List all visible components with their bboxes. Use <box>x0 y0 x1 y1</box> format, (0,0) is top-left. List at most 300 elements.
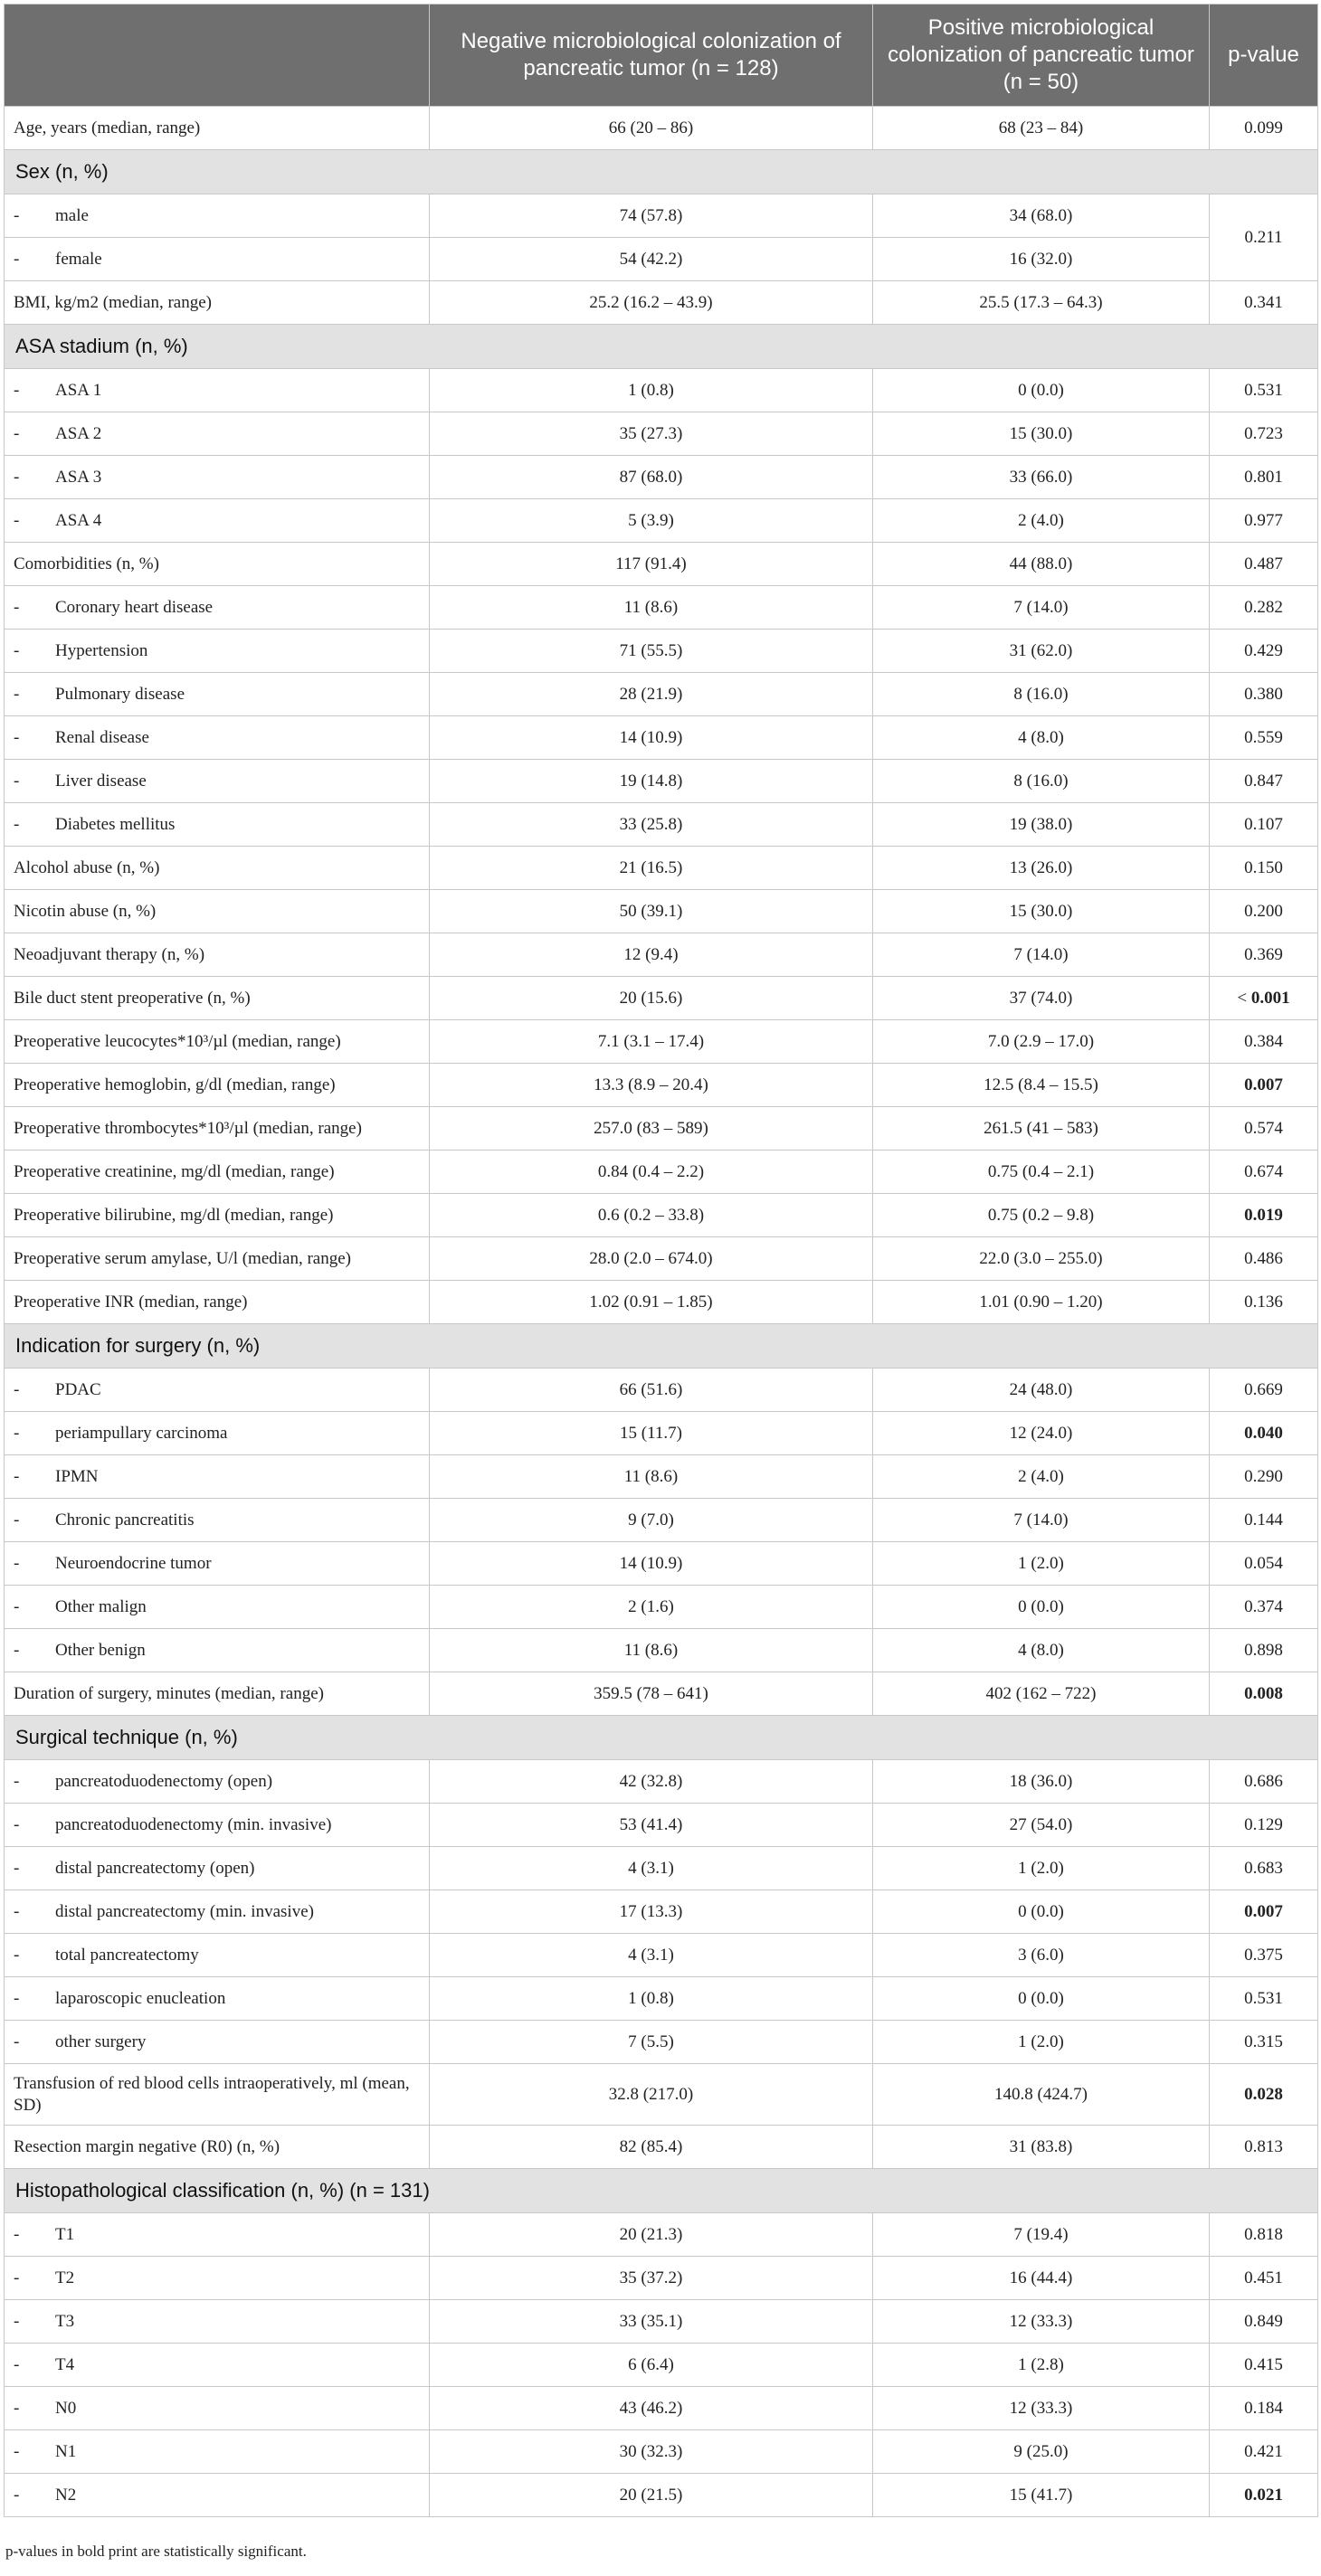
p-value-text: 0.007 <box>1244 1901 1283 1921</box>
header-positive: Positive microbiological colonization of pancreatic tumor (n = 50) <box>873 5 1210 107</box>
negative-value: 66 (20 – 86) <box>430 107 873 150</box>
p-value <box>1210 1804 1318 1847</box>
table-row <box>5 1672 1318 1716</box>
negative-value: 20 (21.3) <box>430 2213 873 2257</box>
positive-value: 1 (2.0) <box>873 1542 1210 1586</box>
positive-value: 0 (0.0) <box>873 369 1210 412</box>
p-value <box>1210 1412 1318 1455</box>
sub-row <box>5 2021 1318 2064</box>
sub-row <box>5 1586 1318 1629</box>
bullet-dash: - <box>14 1379 20 1399</box>
p-value-text: 0.421 <box>1244 2441 1283 2461</box>
p-value <box>1210 933 1318 977</box>
p-value <box>1210 456 1318 499</box>
p-value <box>1210 499 1318 543</box>
p-value-text: 0.415 <box>1244 2354 1283 2374</box>
positive-value: 7 (19.4) <box>873 2213 1210 2257</box>
p-value-text: 0.129 <box>1244 1814 1283 1834</box>
table-row <box>5 1107 1318 1151</box>
p-value <box>1210 2126 1318 2169</box>
row-label-text: Preoperative leucocytes*10³/µl (median, range) <box>14 1031 341 1051</box>
p-value <box>1210 1629 1318 1672</box>
positive-value: 15 (30.0) <box>873 890 1210 933</box>
row-label <box>5 543 430 586</box>
p-value <box>1210 1368 1318 1412</box>
p-value-text: 0.007 <box>1244 1075 1283 1094</box>
p-value <box>1210 1890 1318 1934</box>
positive-value: 24 (48.0) <box>873 1368 1210 1412</box>
p-value-text: 0.818 <box>1244 2224 1283 2244</box>
p-value-text: 0.559 <box>1244 727 1283 747</box>
positive-value: 12 (33.3) <box>873 2300 1210 2344</box>
sub-row <box>5 586 1318 630</box>
p-value <box>1210 2474 1318 2517</box>
negative-value: 12 (9.4) <box>430 933 873 977</box>
positive-value: 12 (33.3) <box>873 2387 1210 2430</box>
row-label <box>5 369 430 412</box>
row-label-text: Preoperative thrombocytes*10³/µl (median, range) <box>14 1118 362 1138</box>
table-row <box>5 2126 1318 2169</box>
row-label-text: Resection margin negative (R0) (n, %) <box>14 2136 280 2156</box>
row-label-text: Preoperative hemoglobin, g/dl (median, range) <box>14 1075 336 1094</box>
p-value-text: 0.282 <box>1244 597 1283 617</box>
row-label-text: pancreatoduodenectomy (open) <box>55 1771 273 1791</box>
row-label <box>5 412 430 456</box>
row-label-text: IPMN <box>55 1466 99 1486</box>
row-label <box>5 890 430 933</box>
p-value <box>1210 586 1318 630</box>
positive-value: 15 (30.0) <box>873 412 1210 456</box>
sub-row <box>5 369 1318 412</box>
row-label-text: N1 <box>55 2441 77 2461</box>
negative-value: 0.84 (0.4 – 2.2) <box>430 1151 873 1194</box>
positive-value: 9 (25.0) <box>873 2430 1210 2474</box>
bullet-dash: - <box>14 1423 20 1443</box>
p-value-text: 0.451 <box>1244 2268 1283 2287</box>
row-label-text: distal pancreatectomy (min. invasive) <box>55 1901 314 1921</box>
row-label <box>5 2387 430 2430</box>
row-label <box>5 1629 430 1672</box>
row-label <box>5 2300 430 2344</box>
table-row <box>5 1020 1318 1064</box>
positive-value: 25.5 (17.3 – 64.3) <box>873 281 1210 325</box>
row-label-text: Neuroendocrine tumor <box>55 1553 212 1573</box>
row-label <box>5 847 430 890</box>
row-label-text: Alcohol abuse (n, %) <box>14 857 160 877</box>
negative-value: 33 (35.1) <box>430 2300 873 2344</box>
row-label <box>5 1107 430 1151</box>
row-label-text: ASA 2 <box>55 423 102 443</box>
row-label-text: Preoperative creatinine, mg/dl (median, range) <box>14 1161 335 1181</box>
row-label <box>5 1237 430 1281</box>
positive-value: 44 (88.0) <box>873 543 1210 586</box>
p-value <box>1210 1760 1318 1804</box>
p-value <box>1210 281 1318 325</box>
p-value <box>1210 716 1318 760</box>
p-value-text: 0.977 <box>1244 510 1283 530</box>
sub-row <box>5 1847 1318 1890</box>
sub-row <box>5 1977 1318 2021</box>
row-label-text: T4 <box>55 2354 75 2374</box>
p-value <box>1210 630 1318 673</box>
negative-value: 42 (32.8) <box>430 1760 873 1804</box>
bullet-dash: - <box>14 2031 20 2051</box>
p-value <box>1210 803 1318 847</box>
sub-row <box>5 1412 1318 1455</box>
row-label <box>5 1020 430 1064</box>
p-value-text: 0.008 <box>1244 1683 1283 1703</box>
row-label <box>5 1847 430 1890</box>
positive-value: 3 (6.0) <box>873 1934 1210 1977</box>
positive-value: 22.0 (3.0 – 255.0) <box>873 1237 1210 1281</box>
p-value-text: 0.136 <box>1244 1292 1283 1312</box>
row-label <box>5 977 430 1020</box>
negative-value: 66 (51.6) <box>430 1368 873 1412</box>
row-label <box>5 2021 430 2064</box>
p-value-text: 0.341 <box>1244 292 1283 312</box>
p-value-text: 0.531 <box>1244 380 1283 400</box>
section-label: Indication for surgery (n, %) <box>5 1324 1318 1368</box>
table-header <box>5 5 1318 107</box>
row-label-text: Pulmonary disease <box>55 684 185 704</box>
row-label-text: Preoperative INR (median, range) <box>14 1292 248 1312</box>
p-value <box>1210 369 1318 412</box>
row-label <box>5 2474 430 2517</box>
negative-value: 257.0 (83 – 589) <box>430 1107 873 1151</box>
bullet-dash: - <box>14 205 20 225</box>
positive-value: 31 (62.0) <box>873 630 1210 673</box>
table-row <box>5 281 1318 325</box>
section-row <box>5 325 1318 369</box>
row-label <box>5 803 430 847</box>
row-label-text: Diabetes mellitus <box>55 814 176 834</box>
negative-value: 33 (25.8) <box>430 803 873 847</box>
negative-value: 9 (7.0) <box>430 1499 873 1542</box>
header-variable <box>5 5 430 107</box>
bullet-dash: - <box>14 1596 20 1616</box>
negative-value: 82 (85.4) <box>430 2126 873 2169</box>
negative-value: 87 (68.0) <box>430 456 873 499</box>
p-value-text: 0.813 <box>1244 2136 1283 2156</box>
sub-row <box>5 2213 1318 2257</box>
p-value-text: 0.384 <box>1244 1031 1283 1051</box>
p-value <box>1210 1977 1318 2021</box>
p-value-text: 0.200 <box>1244 901 1283 921</box>
bullet-dash: - <box>14 510 20 530</box>
sub-row <box>5 2430 1318 2474</box>
row-label-text: pancreatoduodenectomy (min. invasive) <box>55 1814 332 1834</box>
row-label <box>5 499 430 543</box>
row-label-text: Age, years (median, range) <box>14 118 201 137</box>
header-negative: Negative microbiological colonization of pancreatic tumor (n = 128) <box>430 5 873 107</box>
bullet-dash: - <box>14 2441 20 2461</box>
positive-value: 31 (83.8) <box>873 2126 1210 2169</box>
table-body <box>5 107 1318 2517</box>
p-value-text: 0.429 <box>1244 640 1283 660</box>
p-value-text: 0.054 <box>1244 1553 1283 1573</box>
negative-value: 35 (37.2) <box>430 2257 873 2300</box>
bullet-dash: - <box>14 380 20 400</box>
sub-row <box>5 1934 1318 1977</box>
bullet-dash: - <box>14 1771 20 1791</box>
table-row <box>5 2064 1318 2126</box>
bullet-dash: - <box>14 1553 20 1573</box>
row-label <box>5 1455 430 1499</box>
row-label-text: Chronic pancreatitis <box>55 1510 195 1530</box>
p-value <box>1210 2300 1318 2344</box>
p-value <box>1210 543 1318 586</box>
positive-value: 33 (66.0) <box>873 456 1210 499</box>
p-value-text: 0.686 <box>1244 1771 1283 1791</box>
negative-value: 359.5 (78 – 641) <box>430 1672 873 1716</box>
positive-value: 27 (54.0) <box>873 1804 1210 1847</box>
row-label-text: N0 <box>55 2398 77 2418</box>
bullet-dash: - <box>14 249 20 269</box>
positive-value: 1 (2.0) <box>873 2021 1210 2064</box>
negative-value: 20 (21.5) <box>430 2474 873 2517</box>
positive-value: 8 (16.0) <box>873 673 1210 716</box>
row-label <box>5 1672 430 1716</box>
row-label-text: Other benign <box>55 1640 146 1660</box>
row-label <box>5 760 430 803</box>
table-row <box>5 1237 1318 1281</box>
bullet-dash: - <box>14 771 20 791</box>
row-label-text: BMI, kg/m2 (median, range) <box>14 292 212 312</box>
negative-value: 20 (15.6) <box>430 977 873 1020</box>
p-value-text: 0.849 <box>1244 2311 1283 2331</box>
row-label <box>5 716 430 760</box>
p-value-text: 0.674 <box>1244 1161 1283 1181</box>
negative-value: 28 (21.9) <box>430 673 873 716</box>
bullet-dash: - <box>14 423 20 443</box>
positive-value: 402 (162 – 722) <box>873 1672 1210 1716</box>
sub-row <box>5 1760 1318 1804</box>
table-row <box>5 890 1318 933</box>
p-value <box>1210 977 1318 1020</box>
section-row <box>5 1324 1318 1368</box>
bullet-dash: - <box>14 1901 20 1921</box>
negative-value: 28.0 (2.0 – 674.0) <box>430 1237 873 1281</box>
row-label-text: Nicotin abuse (n, %) <box>14 901 157 921</box>
row-label-text: other surgery <box>55 2031 147 2051</box>
row-label <box>5 1281 430 1324</box>
p-value-text: 0.019 <box>1244 1205 1283 1225</box>
negative-value: 6 (6.4) <box>430 2344 873 2387</box>
p-value-text: 0.683 <box>1244 1858 1283 1878</box>
sub-row <box>5 1455 1318 1499</box>
row-label <box>5 1586 430 1629</box>
section-label: ASA stadium (n, %) <box>5 325 1318 369</box>
positive-value: 4 (8.0) <box>873 716 1210 760</box>
row-label-text: Hypertension <box>55 640 148 660</box>
row-label-text: periampullary carcinoma <box>55 1423 228 1443</box>
negative-value: 11 (8.6) <box>430 1455 873 1499</box>
negative-value: 11 (8.6) <box>430 586 873 630</box>
sub-row <box>5 1368 1318 1412</box>
p-value <box>1210 2387 1318 2430</box>
section-label: Sex (n, %) <box>5 150 1318 194</box>
positive-value: 12.5 (8.4 – 15.5) <box>873 1064 1210 1107</box>
p-value <box>1210 412 1318 456</box>
sub-row <box>5 1629 1318 1672</box>
row-label <box>5 1194 430 1237</box>
row-label-text: Preoperative bilirubine, mg/dl (median, range) <box>14 1205 334 1225</box>
sub-row <box>5 1499 1318 1542</box>
positive-value: 4 (8.0) <box>873 1629 1210 1672</box>
p-value <box>1210 1542 1318 1586</box>
row-label <box>5 1804 430 1847</box>
p-value <box>1210 1847 1318 1890</box>
p-value-text: 0.574 <box>1244 1118 1283 1138</box>
positive-value: 19 (38.0) <box>873 803 1210 847</box>
row-label <box>5 2213 430 2257</box>
p-value-text: 0.380 <box>1244 684 1283 704</box>
negative-value: 54 (42.2) <box>430 238 873 281</box>
p-value <box>1210 1151 1318 1194</box>
p-value-prefix: < <box>1237 988 1251 1008</box>
row-label-text: ASA 3 <box>55 467 102 487</box>
positive-value: 16 (32.0) <box>873 238 1210 281</box>
p-value <box>1210 890 1318 933</box>
row-label <box>5 2126 430 2169</box>
row-label-text: Preoperative serum amylase, U/l (median, range) <box>14 1248 351 1268</box>
table-row <box>5 847 1318 890</box>
sub-row <box>5 2344 1318 2387</box>
negative-value: 1 (0.8) <box>430 369 873 412</box>
positive-value: 8 (16.0) <box>873 760 1210 803</box>
row-label-text: T1 <box>55 2224 75 2244</box>
row-label <box>5 194 430 238</box>
negative-value: 50 (39.1) <box>430 890 873 933</box>
row-label <box>5 933 430 977</box>
row-label-text: Neoadjuvant therapy (n, %) <box>14 944 205 964</box>
sub-row <box>5 630 1318 673</box>
p-value-text: 0.099 <box>1244 118 1283 137</box>
p-value <box>1210 1020 1318 1064</box>
bullet-dash: - <box>14 2398 20 2418</box>
sub-row <box>5 2300 1318 2344</box>
negative-value: 11 (8.6) <box>430 1629 873 1672</box>
row-label-text: Renal disease <box>55 727 149 747</box>
row-label-text: total pancreatectomy <box>55 1945 199 1965</box>
p-value-text: 0.723 <box>1244 423 1283 443</box>
negative-value: 21 (16.5) <box>430 847 873 890</box>
sub-row <box>5 2474 1318 2517</box>
p-value <box>1210 1672 1318 1716</box>
p-value <box>1210 194 1318 281</box>
sub-row <box>5 1890 1318 1934</box>
bullet-dash: - <box>14 1814 20 1834</box>
table-row <box>5 1194 1318 1237</box>
negative-value: 7 (5.5) <box>430 2021 873 2064</box>
table-row <box>5 543 1318 586</box>
positive-value: 1 (2.8) <box>873 2344 1210 2387</box>
bullet-dash: - <box>14 2485 20 2505</box>
row-label <box>5 2257 430 2300</box>
positive-value: 13 (26.0) <box>873 847 1210 890</box>
p-value <box>1210 2021 1318 2064</box>
negative-value: 15 (11.7) <box>430 1412 873 1455</box>
header-p-value: p-value <box>1210 5 1318 107</box>
row-label <box>5 1499 430 1542</box>
sub-row <box>5 1804 1318 1847</box>
negative-value: 1 (0.8) <box>430 1977 873 2021</box>
row-label <box>5 2064 430 2126</box>
p-value-text: 0.107 <box>1244 814 1283 834</box>
row-label <box>5 630 430 673</box>
negative-value: 32.8 (217.0) <box>430 2064 873 2126</box>
p-value <box>1210 2213 1318 2257</box>
positive-value: 0.75 (0.2 – 9.8) <box>873 1194 1210 1237</box>
row-label-text: Other malign <box>55 1596 147 1616</box>
negative-value: 25.2 (16.2 – 43.9) <box>430 281 873 325</box>
p-value <box>1210 2344 1318 2387</box>
p-value <box>1210 1499 1318 1542</box>
row-label <box>5 1064 430 1107</box>
p-value-text: 0.211 <box>1244 227 1283 247</box>
row-label-text: Comorbidities (n, %) <box>14 554 159 573</box>
row-label-text: Duration of surgery, minutes (median, range) <box>14 1683 324 1703</box>
p-value-text: 0.486 <box>1244 1248 1283 1268</box>
negative-value: 17 (13.3) <box>430 1890 873 1934</box>
bullet-dash: - <box>14 2311 20 2331</box>
sub-row <box>5 194 1318 238</box>
row-label-text: ASA 1 <box>55 380 102 400</box>
negative-value: 71 (55.5) <box>430 630 873 673</box>
positive-value: 1 (2.0) <box>873 1847 1210 1890</box>
row-label-text: T3 <box>55 2311 75 2331</box>
row-label-text: laparoscopic enucleation <box>55 1988 226 2008</box>
negative-value: 117 (91.4) <box>430 543 873 586</box>
negative-value: 2 (1.6) <box>430 1586 873 1629</box>
negative-value: 0.6 (0.2 – 33.8) <box>430 1194 873 1237</box>
positive-value: 0 (0.0) <box>873 1586 1210 1629</box>
row-label <box>5 1977 430 2021</box>
positive-value: 18 (36.0) <box>873 1760 1210 1804</box>
p-value <box>1210 1107 1318 1151</box>
negative-value: 4 (3.1) <box>430 1934 873 1977</box>
p-value-text: 0.150 <box>1244 857 1283 877</box>
p-value-text: 0.144 <box>1244 1510 1283 1530</box>
negative-value: 14 (10.9) <box>430 716 873 760</box>
row-label-text: ASA 4 <box>55 510 102 530</box>
bullet-dash: - <box>14 2268 20 2287</box>
positive-value: 16 (44.4) <box>873 2257 1210 2300</box>
sub-row <box>5 760 1318 803</box>
p-value-text: 0.021 <box>1244 2485 1283 2505</box>
positive-value: 1.01 (0.90 – 1.20) <box>873 1281 1210 1324</box>
negative-value: 19 (14.8) <box>430 760 873 803</box>
p-value-text: 0.369 <box>1244 944 1283 964</box>
section-row <box>5 1716 1318 1760</box>
positive-value: 7 (14.0) <box>873 586 1210 630</box>
bullet-dash: - <box>14 814 20 834</box>
section-row <box>5 2169 1318 2213</box>
negative-value: 5 (3.9) <box>430 499 873 543</box>
p-value <box>1210 1194 1318 1237</box>
negative-value: 74 (57.8) <box>430 194 873 238</box>
negative-value: 13.3 (8.9 – 20.4) <box>430 1064 873 1107</box>
positive-value: 68 (23 – 84) <box>873 107 1210 150</box>
bullet-dash: - <box>14 467 20 487</box>
p-value <box>1210 2257 1318 2300</box>
section-row <box>5 150 1318 194</box>
sub-row <box>5 673 1318 716</box>
row-label <box>5 2344 430 2387</box>
footnote: p-values in bold print are statistically significant. <box>5 2543 307 2560</box>
negative-value: 4 (3.1) <box>430 1847 873 1890</box>
row-label-text: Coronary heart disease <box>55 597 214 617</box>
